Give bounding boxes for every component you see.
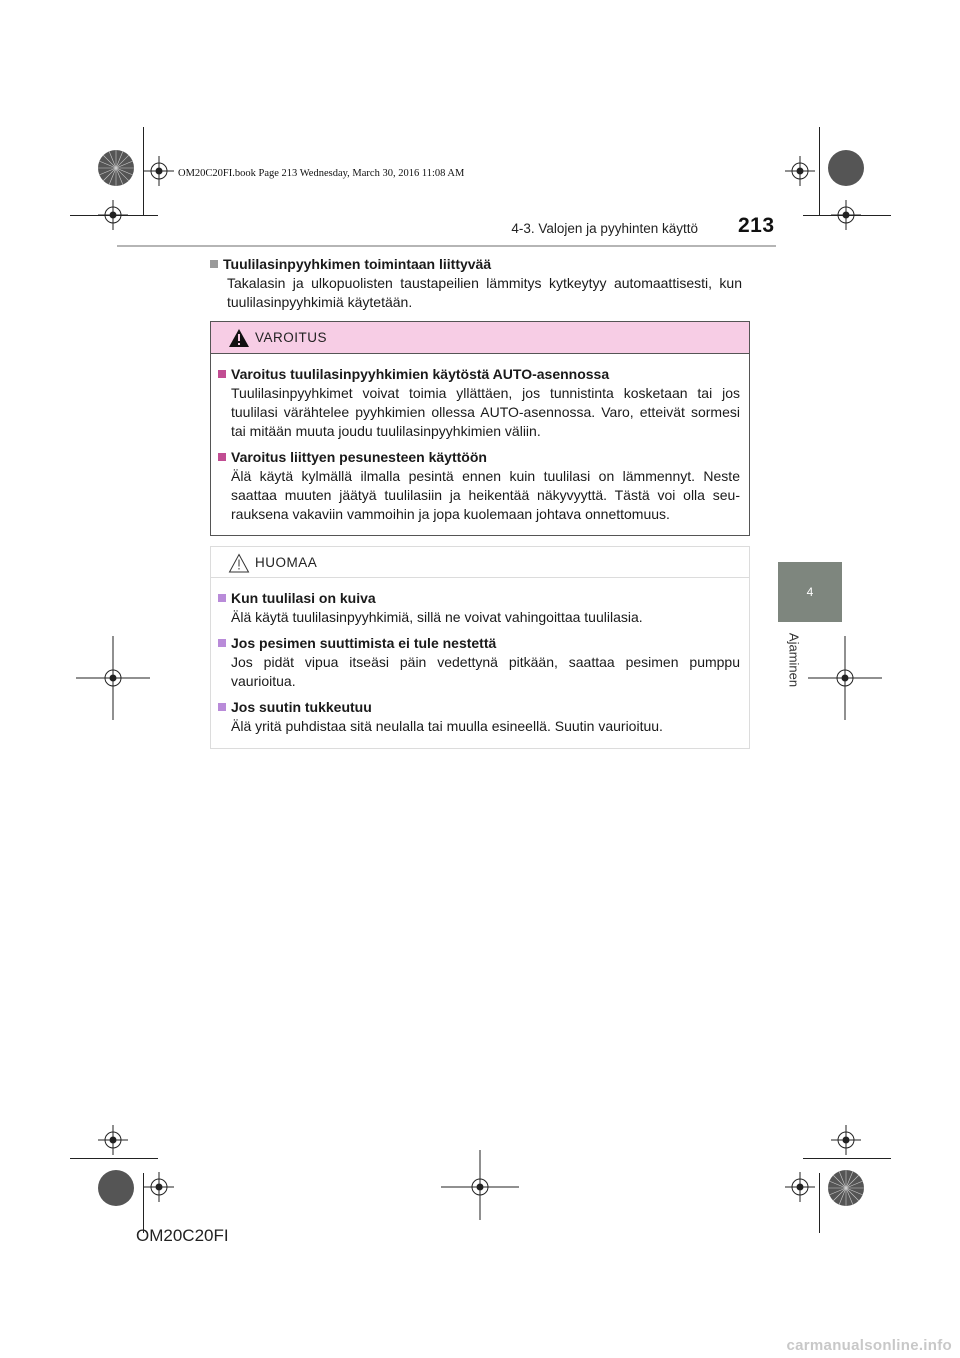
crosshair-icon [808,636,882,720]
warning-item-heading: Varoitus liittyen pesunesteen käyttöön [218,447,740,467]
square-bullet-icon [218,594,226,602]
crosshair-icon [98,200,128,230]
notice-item [218,588,740,627]
warning-triangle-icon [228,328,250,348]
page-number: 213 [738,214,775,237]
crosshair-icon [785,156,815,186]
watermark: carmanualsonline.info [786,1337,952,1354]
crosshair-icon [831,1125,861,1155]
notice-item-heading: Kun tuulilasi on kuiva [218,588,740,608]
crosshair-icon [76,636,150,720]
registration-target-icon [826,148,866,188]
chapter-label [786,630,802,690]
intro-heading: Tuulilasinpyyhkimen toimintaan liittyvää [210,254,742,274]
crosshair-icon [785,1172,815,1202]
warning-item-heading: Varoitus tuulilasinpyyhkimien käytöstä AUTO-asennossa [218,364,740,384]
notice-item-heading: Jos pesimen suuttimista ei tule nestettä [218,633,740,653]
registration-target-icon [826,1168,866,1208]
notice-box [210,546,750,749]
chapter-number: 4 [806,585,814,599]
registration-target-icon [96,1168,136,1208]
warning-item [218,447,740,524]
warning-box [210,321,750,536]
notice-item [218,633,740,691]
print-info: OM20C20FI.book Page 213 Wednesday, March 30, 2016 11:08 AM [178,168,465,179]
intro-section [210,254,742,312]
square-bullet-icon [218,370,226,378]
notice-item-text: Jos pidät vipua itseäsi päin vedettynä pitkään, saattaa pesimen pumppu vaurioitua. [231,654,740,689]
document-code: OM20C20FI [136,1226,229,1245]
crosshair-icon [441,1150,519,1220]
crosshair-icon [831,200,861,230]
registration-target-icon [96,148,136,188]
square-bullet-icon [218,639,226,647]
square-bullet-icon [218,453,226,461]
square-bullet-icon [218,703,226,711]
section-title: 4-3. Valojen ja pyyhinten käyttö [511,221,698,236]
warning-title: VAROITUS [255,330,328,345]
intro-text: Takalasin ja ulkopuolisten taustapeilien lämmitys kytkeytyy automaattisesti, kun tuulilasinpyyhkimiä käytetään. [227,275,742,310]
notice-item-text: Älä käytä tuulilasinpyyhkimiä, sillä ne voivat vahingoittaa tuulilasia. [231,609,643,625]
header-rule [117,245,776,247]
chapter-label-text: Ajaminen [786,632,802,688]
caution-outline-icon [228,553,250,573]
notice-item [218,697,740,736]
warning-item [218,364,740,441]
notice-item-heading: Jos suutin tukkeutuu [218,697,740,717]
warning-item-text: Älä käytä kylmällä ilmalla pesintä ennen kuin tuulilasi on lämmennyt. Neste saattaa muuten jäätyä tuulilasiin ja heikentää näkyvyyttä. Tästä voi olla seu-rauksena vakaviin vammoihin ja jopa kuolemaan johtava onnettomuus. [231,468,740,522]
crosshair-icon [98,1125,128,1155]
warning-item-text: Tuulilasinpyyhkimet voivat toimia yllättäen, jos tunnistinta kosketaan tai jos tuulilasi värähtelee pyyhkimien ollessa AUTO-asennossa. Varo, etteivät sormesi tai mitään muuta joudu tuulilasinpyyhkimien väliin. [231,385,740,439]
warning-body [211,354,749,524]
chapter-tab [778,562,842,622]
crosshair-icon [144,1172,174,1202]
notice-header [211,547,749,578]
notice-body [211,578,749,736]
notice-title: HUOMAA [255,555,318,570]
notice-item-text: Älä yritä puhdistaa sitä neulalla tai muulla esineellä. Suutin vaurioituu. [231,718,663,734]
warning-header [211,322,749,354]
square-bullet-icon [210,260,218,268]
crosshair-icon [144,156,174,186]
